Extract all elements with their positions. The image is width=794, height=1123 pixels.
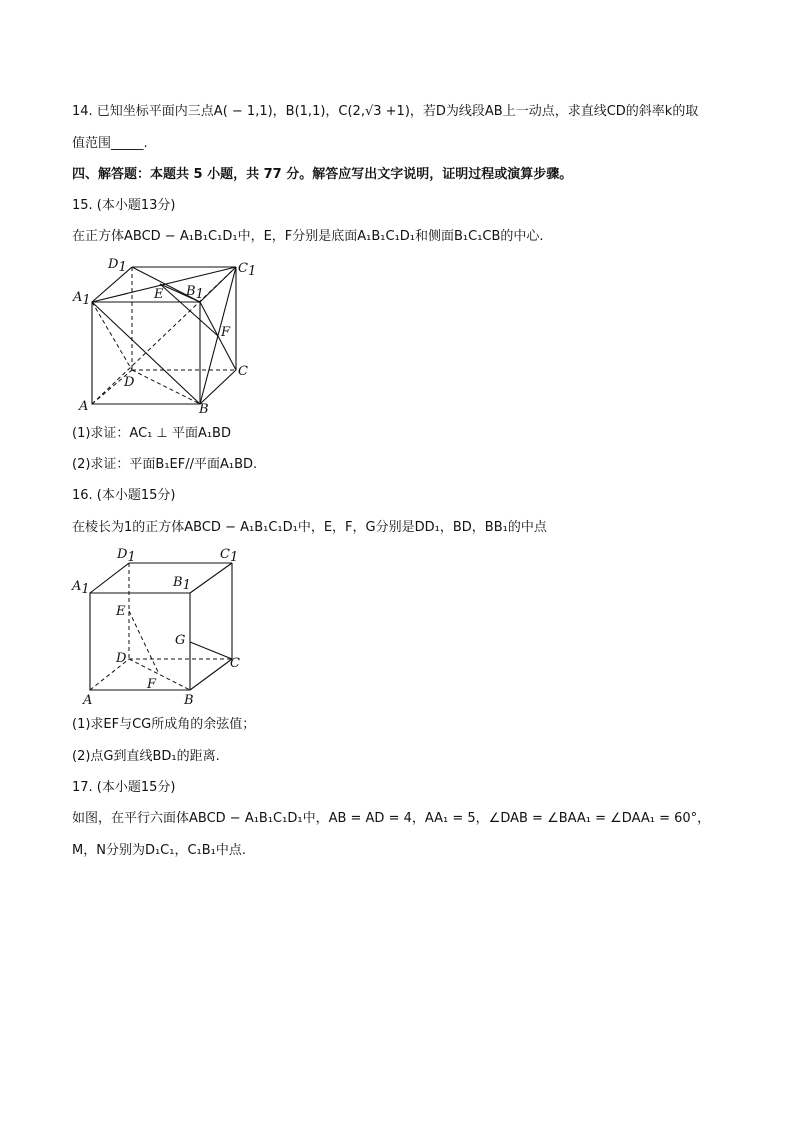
q16-seg-ef <box>129 611 159 674</box>
q16-part2: (2)点G到直线BD₁的距离. <box>72 749 220 764</box>
q16-edge-a1d1 <box>90 563 129 593</box>
q16-part1: (1)求EF与CG所成角的余弦值； <box>72 717 256 732</box>
q15-label-a: A <box>79 399 89 414</box>
q16-edge-b1c1 <box>190 563 232 593</box>
q15-label-d: D <box>124 375 135 390</box>
q15-title: 15. (本小题13分) <box>72 198 176 213</box>
q17-stem2: M，N分别为D₁C₁，C₁B₁中点. <box>72 843 247 858</box>
q15-label-b: B <box>199 402 209 417</box>
q16-label-g: G <box>175 633 186 648</box>
q14-line2: 值范围_____. <box>72 136 148 151</box>
q16-label-a: A <box>83 693 93 708</box>
q15-label-a1: A1 <box>73 290 91 308</box>
section4-header: 四、解答题：本题共 5 小题，共 77 分。解答应写出文字说明，证明过程或演算步骤。 <box>72 167 573 182</box>
q16-label-f: F <box>147 677 157 692</box>
q15-part1: (1)求证：AC₁ ⊥ 平面A₁BD <box>72 426 231 441</box>
q16-label-e: E <box>116 604 126 619</box>
q16-label-c: C <box>230 656 240 671</box>
q17-title: 17. (本小题15分) <box>72 780 176 795</box>
q16-label-b1: B1 <box>173 575 191 593</box>
q16-stem: 在棱长为1的正方体ABCD − A₁B₁C₁D₁中，E，F，G分别是DD₁，BD，BB₁的中点 <box>72 520 547 535</box>
q15-label-e: E <box>154 287 164 302</box>
q15-stem: 在正方体ABCD − A₁B₁C₁D₁中，E，F分别是底面A₁B₁C₁D₁和侧面B₁C₁CB的中心. <box>72 229 544 244</box>
q15-label-f: F <box>221 325 231 340</box>
q17-stem: 如图，在平行六面体ABCD − A₁B₁C₁D₁中，AB = AD = 4，AA₁ = 5，∠DAB = ∠BAA₁ = ∠DAA₁ = 60°， <box>72 811 711 826</box>
q16-diag-db <box>129 659 190 690</box>
q16-label-a1: A1 <box>72 579 90 597</box>
q16-label-c1: C1 <box>220 547 239 565</box>
q16-label-d1: D1 <box>117 547 136 565</box>
q15-label-c1: C1 <box>238 261 257 279</box>
q16-edge-bc <box>190 659 232 690</box>
q16-seg-gc <box>190 642 232 659</box>
q16-label-b: B <box>184 693 194 708</box>
q14-line1: 14. 已知坐标平面内三点A( − 1,1)，B(1,1)，C(2,√3 +1)，若D为线段AB上一动点，求直线CD的斜率k的取 <box>72 104 699 119</box>
q15-part2: (2)求证：平面B₁EF//平面A₁BD. <box>72 457 258 472</box>
q16-label-d: D <box>116 651 127 666</box>
q15-label-c: C <box>238 364 248 379</box>
q15-label-b1: B1 <box>186 284 204 302</box>
q15-label-d1: D1 <box>108 257 127 275</box>
q16-title: 16. (本小题15分) <box>72 488 176 503</box>
